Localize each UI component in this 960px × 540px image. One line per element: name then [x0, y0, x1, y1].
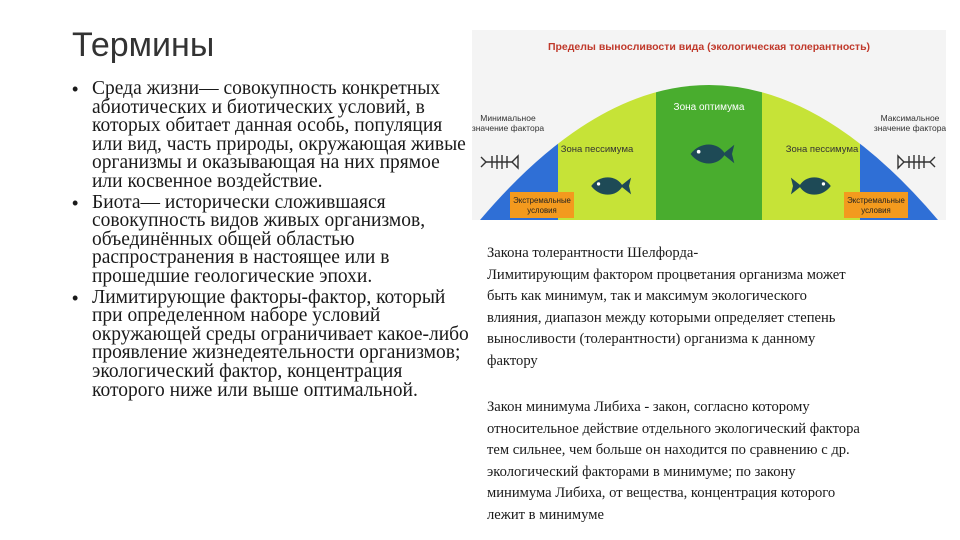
text-line: лежит в минимуме — [487, 506, 604, 523]
tolerance-diagram — [472, 30, 946, 220]
text-line: выносливости (толерантности) организма к данному — [487, 331, 816, 347]
pessimum-zone-label: Зона пессимума — [785, 144, 859, 155]
bullet-item — [72, 286, 472, 401]
slide-title: Термины — [72, 26, 215, 64]
text-line: относительное действие отдельного экологический фактора — [487, 420, 860, 437]
extreme-conditions-label: условия — [861, 206, 891, 215]
text-line: Лимитирующим фактором процветания организма может — [487, 266, 846, 283]
extreme-conditions-label: Экстремальные — [513, 196, 571, 205]
text-line: экологический факторами в минимуме; по закону — [487, 463, 796, 480]
text-line: быть как минимум, так и максимум экологического — [487, 288, 807, 304]
max-value-label: Максимальное — [880, 113, 940, 123]
extreme-conditions-label: условия — [527, 206, 557, 215]
min-value-label: значение фактора — [472, 123, 545, 133]
max-value-label: значение фактора — [873, 123, 946, 133]
bullet-item — [72, 191, 472, 287]
bullet-dot-icon: • — [72, 287, 79, 308]
extreme-conditions-label: Экстремальные — [847, 196, 905, 205]
bullet-dot-icon: • — [72, 192, 79, 213]
text-line: минимума Либиха, от вещества, концентрация которого — [487, 485, 836, 501]
diagram-title: Пределы выносливости вида (экологическая толерантность) — [547, 41, 871, 53]
bullet-text: Среда жизни— совокупность конкретных абиотических и биотических условий, в которых обитает данная особь, популяция или вид, часть природы, окружающая живые организмы и оказывающая на них прямое или косвенное воздействие. — [92, 78, 466, 192]
shelford-law-text — [487, 243, 952, 372]
text-line: фактору — [487, 352, 538, 369]
bullet-list — [72, 80, 472, 402]
bullet-text: Лимитирующие факторы-фактор, который при определенном наборе условий окружающей среды ограничивает какое-либо проявление жизнедеятельности организмов; экологический фактор, концентрация которого ниже или выше оптимальной. — [92, 286, 469, 401]
text-line: влияния, диапазон между которыми определяет степень — [487, 309, 836, 326]
bullet-text: Биота— исторически сложившаяся совокупность видов живых организмов, объединённых общей областью распространения в настоящее или в прошедшие геологические эпохи. — [92, 191, 426, 287]
min-value-label: Минимальное — [480, 113, 536, 123]
text-line: Закона толерантности Шелфорда- — [487, 245, 699, 261]
bullet-item — [72, 80, 472, 192]
text-line: Закон минимума Либиха - закон, согласно которому — [487, 399, 810, 415]
pessimum-zone-label: Зона пессимума — [560, 144, 634, 155]
bullet-dot-icon: • — [72, 79, 79, 99]
text-line: тем сильнее, чем больше он находится по сравнению с др. — [487, 442, 850, 458]
liebig-law-text — [487, 397, 952, 526]
optimum-zone-label: Зона оптимума — [673, 102, 745, 113]
